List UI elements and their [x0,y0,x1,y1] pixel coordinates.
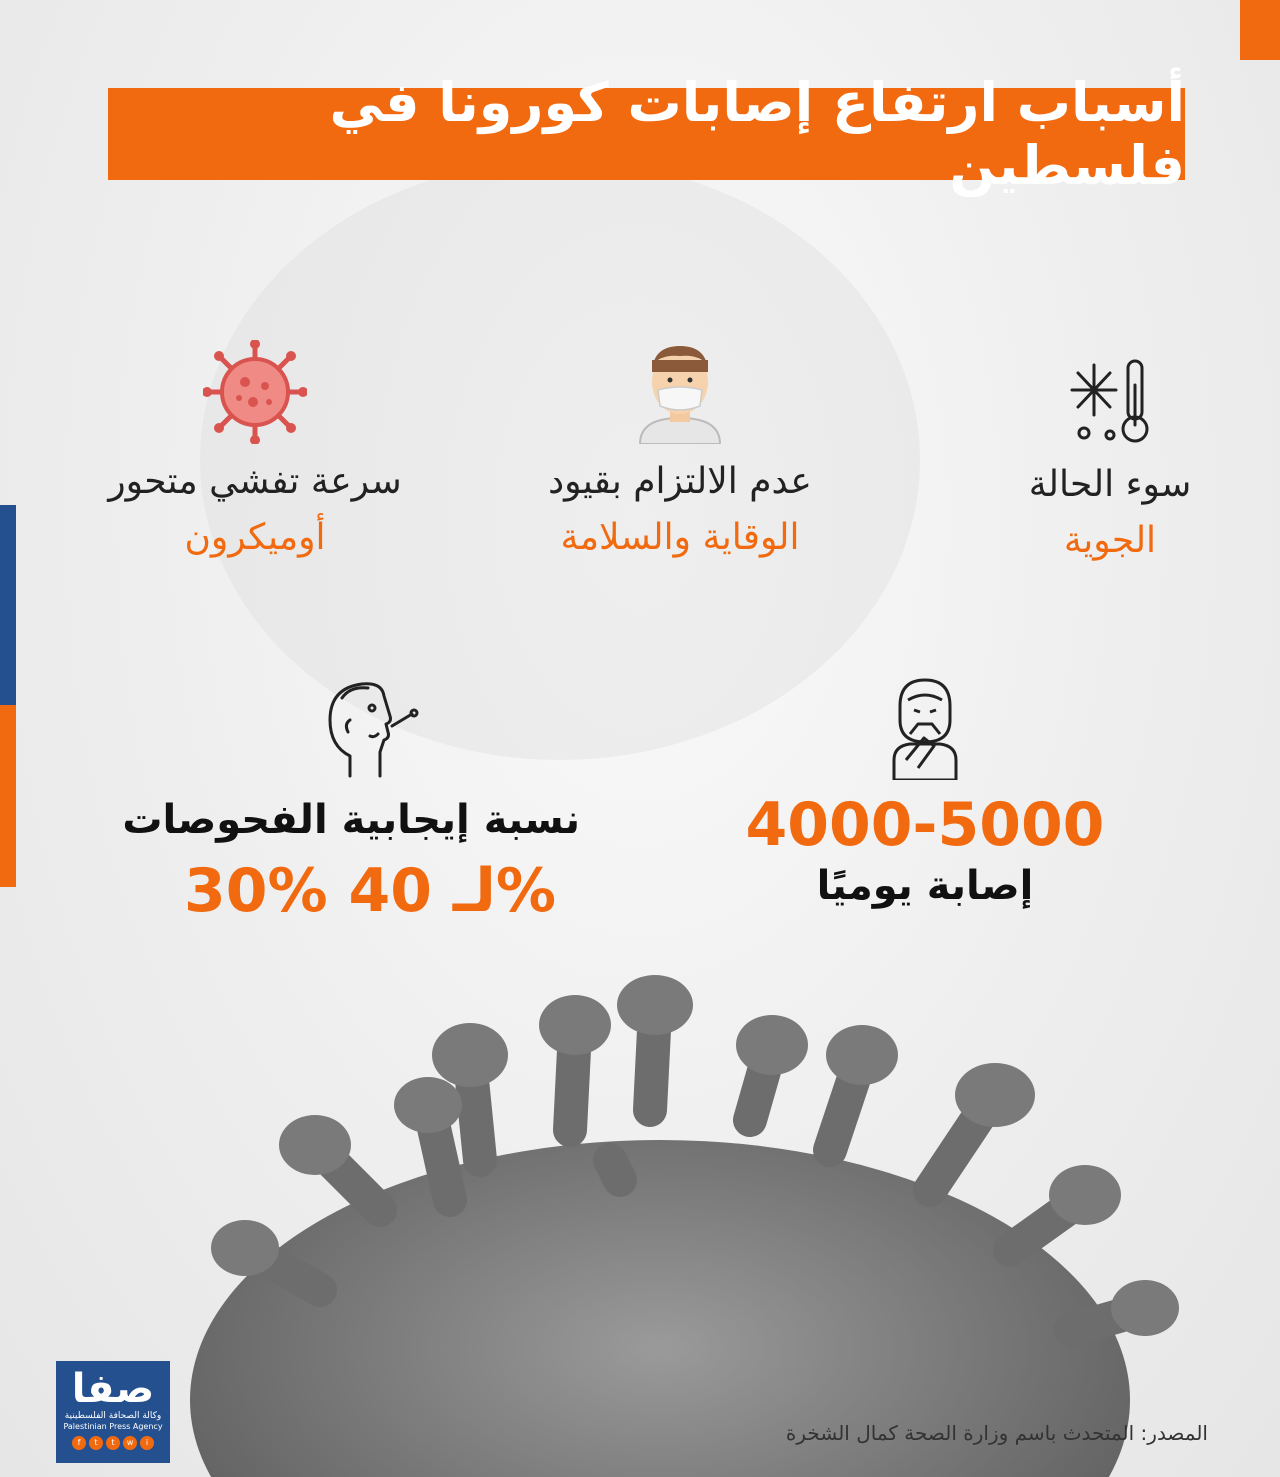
side-bar-orange [0,705,16,887]
stat-daily-value: 4000-5000 [745,790,1105,860]
cause-precautions-line2: الوقاية والسلامة [560,517,800,558]
cause-precautions [480,340,880,562]
whatsapp-icon: w [123,1436,137,1450]
social-icons [56,1436,170,1450]
snowflake-thermometer-icon [1064,355,1156,447]
twitter-icon: t [106,1436,120,1450]
instagram-icon: i [140,1436,154,1450]
sick-person-icon [888,676,962,780]
cause-weather-line2: الجوية [1063,520,1157,561]
stat-daily-infections [720,676,1130,912]
logo-subtitle-en: Palestinian Press Agency [63,1422,163,1431]
source-note: المصدر: المتحدث باسم وزارة الصحة كمال الشخرة [785,1421,1208,1445]
agency-logo [56,1361,170,1463]
face-mask-person-icon [630,340,730,444]
nasal-swab-test-icon [320,676,420,780]
cause-omicron-line1: سرعة تفشي متحور [108,461,402,502]
stat-positivity-label: نسبة إيجابية الفحوصات [122,797,580,843]
stat-positivity-value: 30% لـ 40% [183,856,557,926]
cause-precautions-line1: عدم الالتزام بقيود [548,461,812,502]
facebook-icon: f [72,1436,86,1450]
stat-daily-label: إصابة يوميًا [816,863,1034,909]
cause-weather-line1: سوء الحالة [1028,464,1192,505]
logo-mark: صفا [71,1366,155,1412]
top-accent-bar [1240,0,1280,60]
cause-omicron [80,340,430,562]
cause-weather [960,355,1260,565]
page-title [108,71,1185,197]
cause-omicron-line2: أوميكرون [184,517,326,558]
page-title-text: أسباب ارتفاع إصابات كورونا في فلسطين [329,71,1185,197]
side-bar-blue [0,505,16,705]
virus-icon [203,340,307,444]
stat-positivity-rate [122,676,580,926]
logo-subtitle-ar: وكالة الصحافة الفلسطينية [64,1411,162,1421]
telegram-icon: t [89,1436,103,1450]
